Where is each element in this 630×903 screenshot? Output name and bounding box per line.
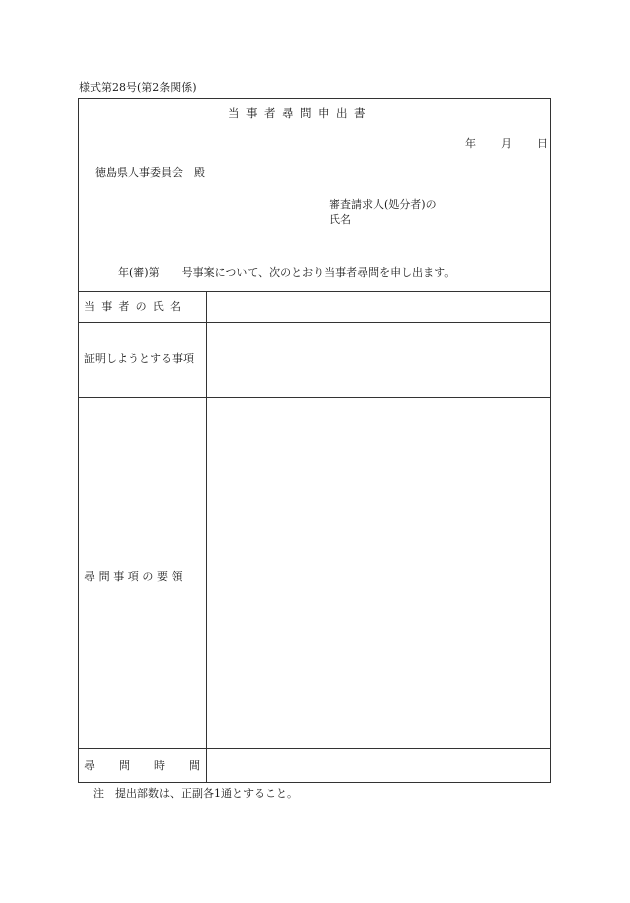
examination-summary-label: 尋問事項の要領 bbox=[84, 570, 187, 583]
addressee: 徳島県人事委員会 殿 bbox=[95, 166, 205, 179]
examination-time-label: 尋問時間 bbox=[84, 759, 224, 772]
submission-note: 注 提出部数は、正副各1通とすること。 bbox=[93, 787, 298, 800]
examination-summary-field[interactable] bbox=[207, 398, 550, 748]
date-year-label: 年 bbox=[465, 137, 476, 150]
form-title: 当事者尋問申出書 bbox=[228, 106, 372, 120]
requester-label: 審査請求人(処分者)の bbox=[329, 198, 437, 211]
requester-name-label: 氏名 bbox=[329, 213, 351, 226]
matters-to-prove-field[interactable] bbox=[207, 323, 550, 397]
date-day-label: 日 bbox=[537, 137, 548, 150]
date-month-label: 月 bbox=[501, 137, 512, 150]
examination-time-field[interactable] bbox=[207, 749, 550, 782]
application-statement: 年(審)第 号事案について、次のとおり当事者尋問を申し出ます。 bbox=[118, 266, 456, 279]
form-number-label: 様式第28号(第2条関係) bbox=[79, 81, 197, 94]
party-name-label: 当事者の氏名 bbox=[84, 300, 188, 313]
party-name-field[interactable] bbox=[207, 292, 550, 322]
matters-to-prove-label: 証明しようとする事項 bbox=[84, 352, 194, 365]
